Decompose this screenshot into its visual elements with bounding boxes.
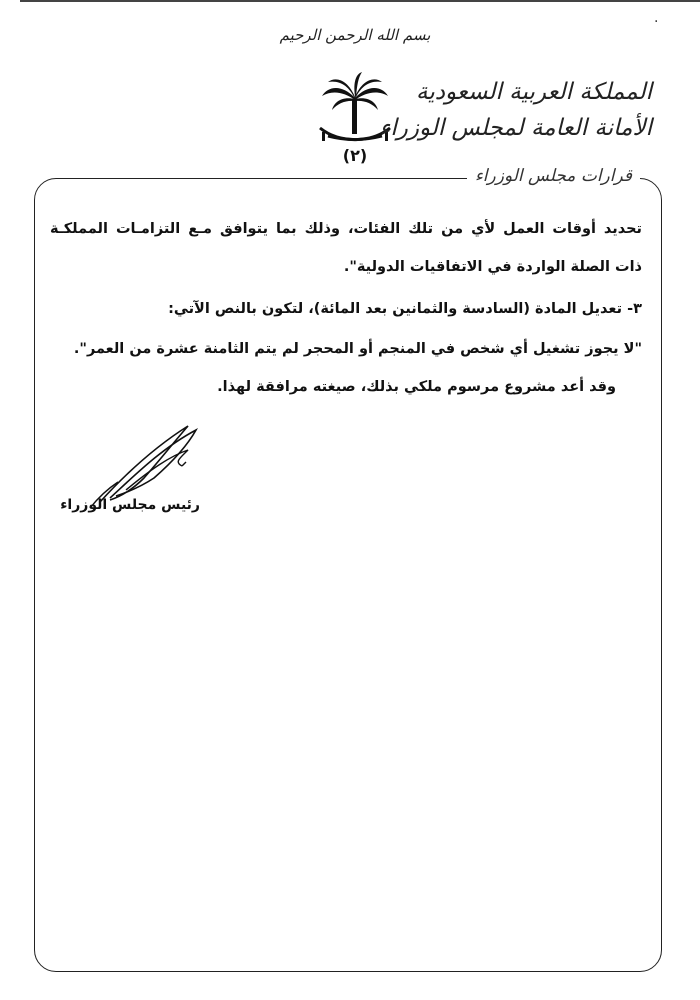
basmala: بسم الله الرحمن الرحيم — [279, 26, 431, 44]
agency-line-secretariat: الأمانة العامة لمجلس الوزراء — [379, 115, 652, 141]
margin-mark: · — [654, 14, 659, 30]
top-rule — [20, 0, 700, 2]
body-line: ٣- تعديل المادة (السادسة والثمانين بعد المائة)، لتكون بالنص الآتي: — [168, 301, 642, 317]
agency-heading — [379, 74, 652, 146]
body-line: "لا يجوز تشغيل أي شخص في المنجم أو المحجر لم يتم الثامنة عشرة من العمر". — [73, 341, 642, 357]
page-number: (٢) — [342, 146, 368, 165]
frame-label: قرارات مجلس الوزراء — [467, 166, 640, 186]
body-line: تحديد أوقات العمل لأي من تلك الفئات، وذلك بما يتوافق مـع التزامـات المملكـة — [50, 221, 642, 237]
agency-line-kingdom: المملكة العربية السعودية — [416, 79, 652, 105]
body-line: ذات الصلة الواردة في الاتفاقيات الدولية". — [343, 259, 642, 275]
signer-title: رئيس مجلس الوزراء — [60, 497, 200, 513]
decision-body — [50, 210, 642, 406]
body-line: وقد أعد مشروع مرسوم ملكي بذلك، صيغته مرافقة لهذا. — [217, 379, 616, 395]
